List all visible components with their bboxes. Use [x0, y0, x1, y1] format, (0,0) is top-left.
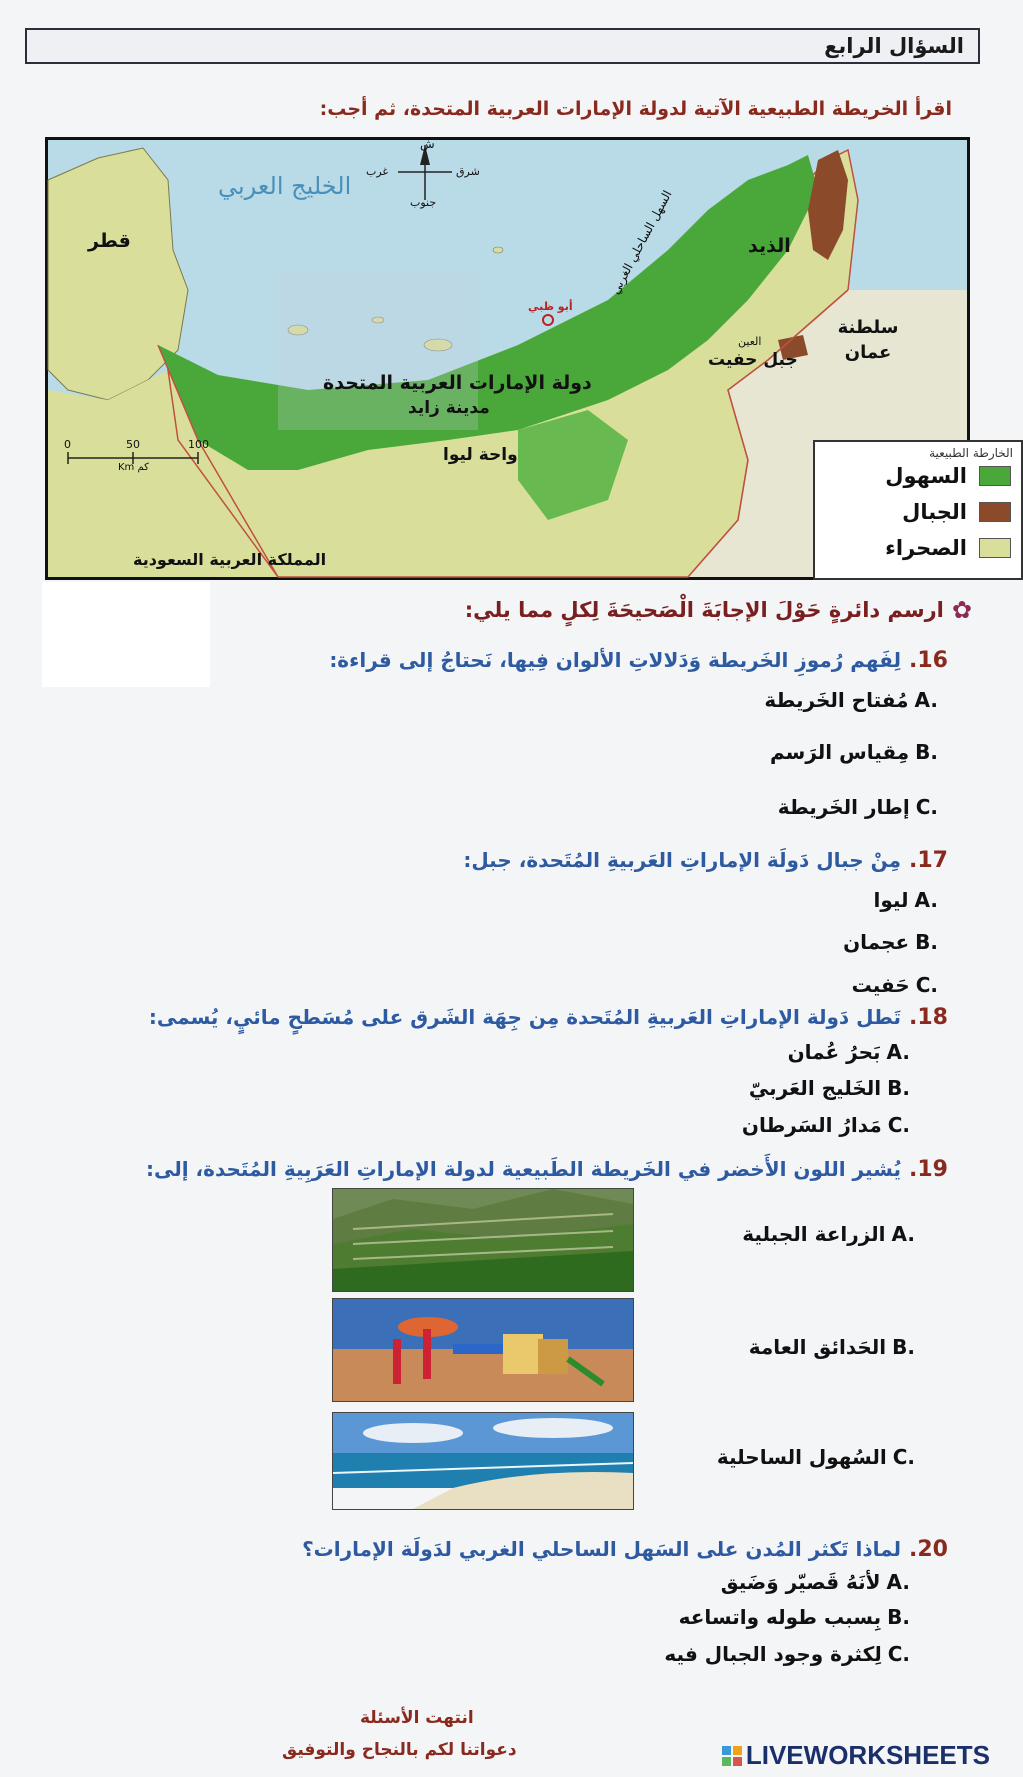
q17-option-b[interactable] [843, 930, 938, 954]
question-number: 19. [909, 1157, 948, 1182]
option-text: السُهول الساحلية [716, 1445, 887, 1469]
q20-option-b[interactable] [679, 1605, 910, 1629]
q20-option-a[interactable] [721, 1570, 910, 1594]
q18-option-c[interactable] [742, 1113, 910, 1137]
option-letter: A. [914, 688, 938, 712]
uae-physical-map [45, 137, 1013, 580]
option-letter: C. [915, 973, 938, 997]
option-letter: B. [887, 1605, 910, 1629]
question-number: 20. [909, 1537, 948, 1562]
compass-north: ش [420, 137, 435, 151]
option-text: حَفيت [851, 973, 910, 997]
header-box [25, 28, 980, 64]
q20-option-c[interactable] [664, 1642, 910, 1666]
liwa-label: واحة ليوا [443, 445, 518, 465]
scale-unit: Km كم [118, 462, 149, 473]
brand-mark-icon [722, 1746, 742, 1766]
question-16 [329, 648, 948, 673]
q16-option-b[interactable] [770, 740, 938, 764]
option-letter: A. [891, 1222, 915, 1246]
question-text: مِنْ جبال دَولَة الإماراتِ العَربيةِ المُتَحدة، جبل: [463, 848, 902, 872]
al-ain-label: العين [738, 335, 762, 348]
q17-option-c[interactable] [852, 973, 938, 997]
option-text: عجمان [843, 930, 910, 954]
scale-tick-100: 100 [188, 438, 209, 451]
liveworksheets-logo [722, 1740, 990, 1771]
question-text: لماذا تَكثر المُدن على السَهل الساحلي الغربي لدَولَة الإمارات؟ [302, 1537, 902, 1561]
saudi-label: المملكة العربية السعودية [133, 550, 327, 569]
dhaid-label: الذيد [748, 235, 791, 257]
option-letter: B. [892, 1335, 915, 1359]
option-text: الزراعة الجبلية [742, 1222, 886, 1246]
good-luck-message: دعواتنا لكم بالنجاح والتوفيق [282, 1740, 517, 1760]
option-letter: C. [892, 1445, 915, 1469]
abu-dhabi-label: أبو ظبي [528, 300, 573, 313]
question-text: تَطل دَولة الإماراتِ العَربيةِ المُتَحدة مِن جِهَة الشَرق على مُسَطحٍ مائيٍ، يُسمى: [148, 1005, 902, 1029]
answer-box [42, 582, 210, 687]
desert-swatch [979, 538, 1011, 558]
zayed-city-label: مدينة زايد [408, 398, 490, 418]
option-text: بِسبب طوله واتساعه [678, 1605, 882, 1629]
q18-option-b[interactable] [749, 1076, 910, 1100]
legend-label: السهول [885, 464, 967, 488]
option-text: لِكثرة وجود الجبال فيه [664, 1642, 882, 1666]
question-20 [302, 1537, 948, 1562]
legend-item-desert [885, 536, 1011, 560]
question-number: 16. [909, 648, 948, 673]
end-of-questions: انتهت الأسئلة [360, 1708, 474, 1728]
option-letter: C. [887, 1113, 910, 1137]
legend-label: الصحراء [885, 536, 967, 560]
mountains-swatch [979, 502, 1011, 522]
uae-label: دولة الإمارات العربية المتحدة [323, 372, 592, 394]
q19-option-c[interactable] [717, 1445, 915, 1469]
hafeet-label: جبل حفيت [708, 350, 798, 370]
legend-label: الجبال [902, 500, 967, 524]
question-19 [146, 1157, 948, 1182]
question-18 [149, 1005, 948, 1030]
q17-option-a[interactable] [873, 888, 938, 912]
option-text: إطار الخَريطة [777, 795, 910, 819]
header-title: السؤال الرابع [824, 34, 964, 58]
photo-mountain-farming [332, 1188, 634, 1292]
brand-name: LIVEWORKSHEETS [745, 1740, 990, 1770]
option-letter: B. [915, 740, 938, 764]
directive-text: ارسم دائرةٍ حَوْلَ الإجابَةَ الْصَحيحَةَ لِكلٍ مما يلي: [464, 598, 944, 622]
directive [465, 596, 972, 624]
option-text: مِقياس الرَسم [769, 740, 910, 764]
scale-tick-50: 50 [126, 438, 140, 451]
option-letter: A. [914, 888, 938, 912]
option-letter: A. [886, 1040, 910, 1064]
q16-option-a[interactable] [764, 688, 938, 712]
qatar-label: قطر [88, 230, 131, 252]
photo-public-park [332, 1298, 634, 1402]
plains-swatch [979, 466, 1011, 486]
photo-coastal-plain [332, 1412, 634, 1510]
q16-option-c[interactable] [778, 795, 938, 819]
option-text: الخَليج العَربيّ [748, 1076, 882, 1100]
option-letter: A. [886, 1570, 910, 1594]
legend-title: الخارطة الطبيعية [929, 446, 1013, 460]
gulf-label: الخليج العربي [218, 172, 352, 200]
oman-label: سلطنة عمان [837, 317, 899, 364]
q19-option-a[interactable] [742, 1222, 915, 1246]
question-text: لِفَهم رُموزِ الخَريطة وَدَلالاتِ الألوان فِيها، نَحتاجُ إلى قراءة: [329, 648, 902, 672]
question-text: يُشير اللون الأَخضر في الخَريطة الطَبيعية لدولة الإماراتِ العَرَبِيةِ المُتَحدة، إلى: [145, 1157, 902, 1181]
legend-item-plains [885, 464, 1011, 488]
question-17 [463, 848, 948, 873]
compass-west: غرب [366, 165, 389, 178]
question-number: 18. [909, 1005, 948, 1030]
option-text: مَدارُ السَرطان [741, 1113, 882, 1137]
option-letter: C. [915, 795, 938, 819]
map-legend [813, 440, 1023, 580]
option-text: بَحرُ عُمان [787, 1040, 881, 1064]
q18-option-a[interactable] [788, 1040, 910, 1064]
q19-option-b[interactable] [749, 1335, 915, 1359]
option-text: لأنَهُ قَصيّر وَضَيق [720, 1570, 881, 1594]
instruction-text: اقرأ الخريطة الطبيعية الآتية لدولة الإمارات العربية المتحدة، ثم أجب: [319, 98, 952, 120]
coastal-plain-label: السهل الساحلي الغربي [608, 188, 675, 297]
scale-tick-0: 0 [64, 438, 71, 451]
compass-south: جنوب [410, 196, 437, 209]
option-text: مُفتاح الخَريطة [764, 688, 909, 712]
option-letter: B. [915, 930, 938, 954]
option-letter: B. [887, 1076, 910, 1100]
option-text: ليوا [873, 888, 909, 912]
legend-item-mountains [902, 500, 1011, 524]
compass-east: شرق [456, 165, 480, 178]
flower-icon: ✿ [951, 596, 972, 624]
option-text: الحَدائق العامة [748, 1335, 887, 1359]
question-number: 17. [909, 848, 948, 873]
option-letter: C. [887, 1642, 910, 1666]
